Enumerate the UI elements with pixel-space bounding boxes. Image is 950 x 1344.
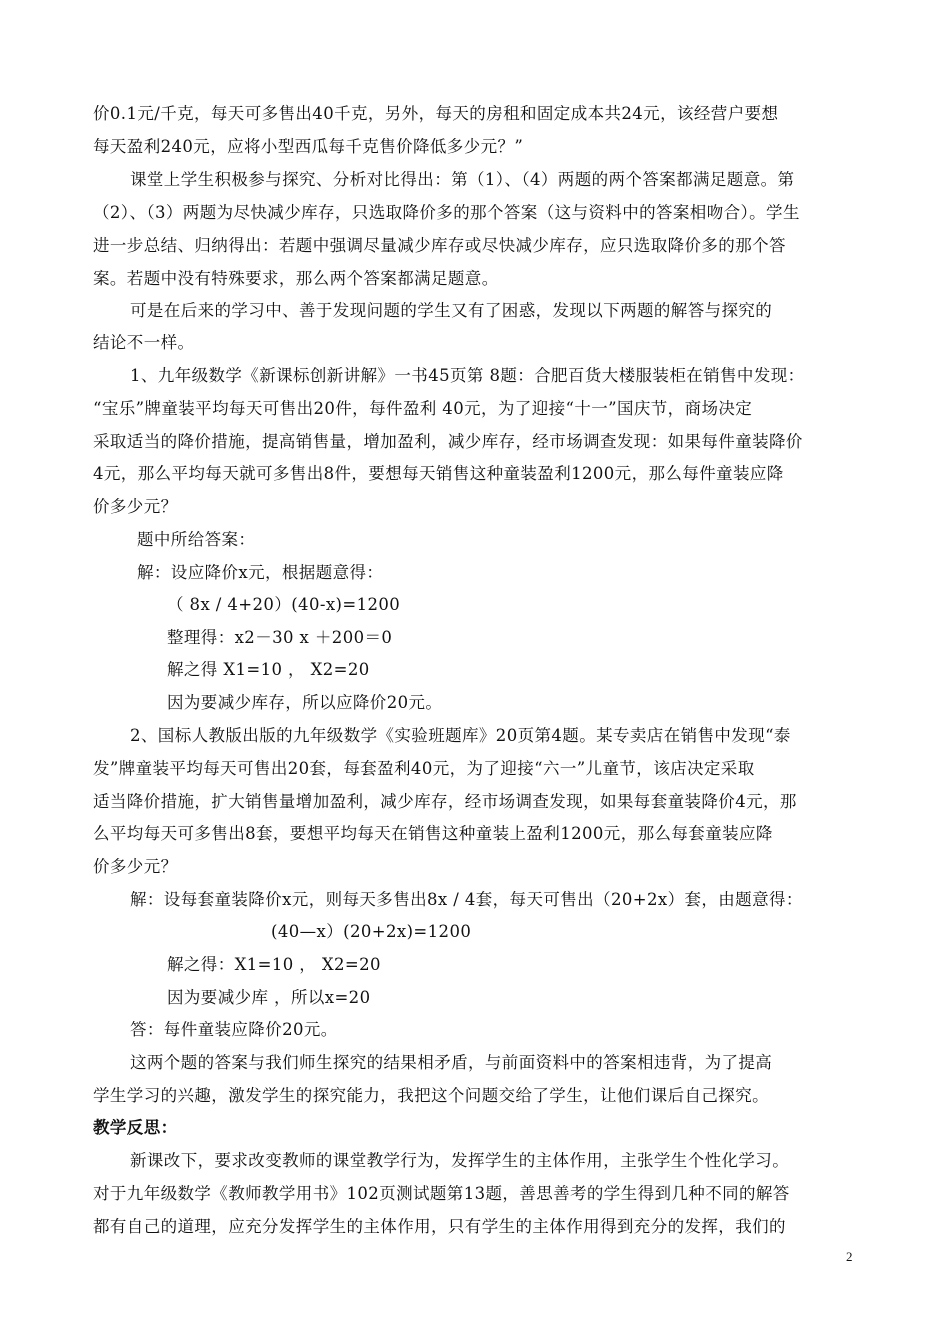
- text-line: （2）、（3）两题为尽快减少库存，只选取降价多的那个答案（这与资料中的答案相吻合）。学生: [93, 203, 800, 222]
- text-line: “宝乐”牌童装平均每天可售出20件，每件盈利 40元，为了迎接“十一”国庆节，商场决定: [93, 399, 753, 418]
- text-line: 整理得：x2－30 x ＋200＝0: [167, 628, 393, 647]
- text-line: 价0.1元/千克，每天可多售出40千克，另外，每天的房租和固定成本共24元，该经营户要想: [93, 104, 779, 123]
- page-number: 2: [846, 1249, 853, 1264]
- text-line: 都有自己的道理，应充分发挥学生的主体作用，只有学生的主体作用得到充分的发挥，我们的: [93, 1217, 786, 1236]
- text-line: 结论不一样。: [93, 333, 195, 352]
- text-line: 进一步总结、归纳得出：若题中强调尽量减少库存或尽快减少库存，应只选取降价多的那个答: [93, 236, 786, 255]
- text-line: 解：设每套童装降价x元，则每天多售出8x / 4套，每天可售出（20+2x）套，由题意得：: [130, 890, 803, 909]
- text-line: 新课改下，要求改变教师的课堂教学行为，发挥学生的主体作用，主张学生个性化学习。: [130, 1151, 790, 1170]
- text-line: (40—x）(20+2x)=1200: [271, 922, 472, 941]
- section-heading: 教学反思：: [93, 1118, 178, 1137]
- text-line: 因为要减少库 ，所以x=20: [167, 988, 371, 1007]
- text-line: 解之得：X1=10 ， X2=20: [167, 955, 381, 974]
- text-line: 4元，那么平均每天就可多售出8件，要想每天销售这种童装盈利1200元，那么每件童装应降: [93, 464, 784, 483]
- text-line: 答：每件童装应降价20元。: [130, 1020, 338, 1039]
- text-line: 因为要减少库存，所以应降价20元。: [167, 693, 443, 712]
- text-line: 课堂上学生积极参与探究、分析对比得出：第（1）、（4）两题的两个答案都满足题意。第: [130, 170, 795, 189]
- text-line: 每天盈利240元，应将小型西瓜每千克售价降低多少元？”: [93, 137, 524, 156]
- text-line: 案。若题中没有特殊要求，那么两个答案都满足题意。: [93, 269, 499, 288]
- text-line: 解之得 X1=10 ， X2=20: [167, 660, 370, 679]
- text-line: 适当降价措施，扩大销售量增加盈利，减少库存，经市场调查发现，如果每套童装降价4元，那: [93, 792, 797, 811]
- text-line: 采取适当的降价措施，提高销售量，增加盈利，减少库存，经市场调查发现：如果每件童装降价: [93, 432, 803, 451]
- text-line: 学生学习的兴趣，激发学生的探究能力，我把这个问题交给了学生，让他们课后自己探究。: [93, 1086, 769, 1105]
- text-line: 可是在后来的学习中、善于发现问题的学生又有了困惑，发现以下两题的解答与探究的: [130, 301, 773, 320]
- text-line: 1、九年级数学《新课标创新讲解》一书45页第 8题：合肥百货大楼服装柜在销售中发现：: [130, 366, 805, 385]
- text-line: 么平均每天可多售出8套，要想平均每天在销售这种童装上盈利1200元，那么每套童装应降: [93, 824, 773, 843]
- text-line: 题中所给答案：: [137, 530, 256, 549]
- text-line: 发”牌童装平均每天可售出20套，每套盈利40元，为了迎接“六一”儿童节，该店决定采取: [93, 759, 755, 778]
- text-line: 价多少元？: [93, 497, 178, 516]
- text-line: 2、国标人教版出版的九年级数学《实验班题库》20页第4题。某专卖店在销售中发现“泰: [130, 726, 791, 745]
- text-line: 价多少元？: [93, 857, 178, 876]
- text-line: 解：设应降价x元，根据题意得：: [137, 563, 384, 582]
- text-line: 这两个题的答案与我们师生探究的结果相矛盾，与前面资料中的答案相违背，为了提高: [130, 1053, 773, 1072]
- text-line: 对于九年级数学《教师教学用书》102页测试题第13题，善思善考的学生得到几种不同的解答: [93, 1184, 790, 1203]
- text-line: （ 8x / 4+20）(40-x)=1200: [167, 595, 401, 614]
